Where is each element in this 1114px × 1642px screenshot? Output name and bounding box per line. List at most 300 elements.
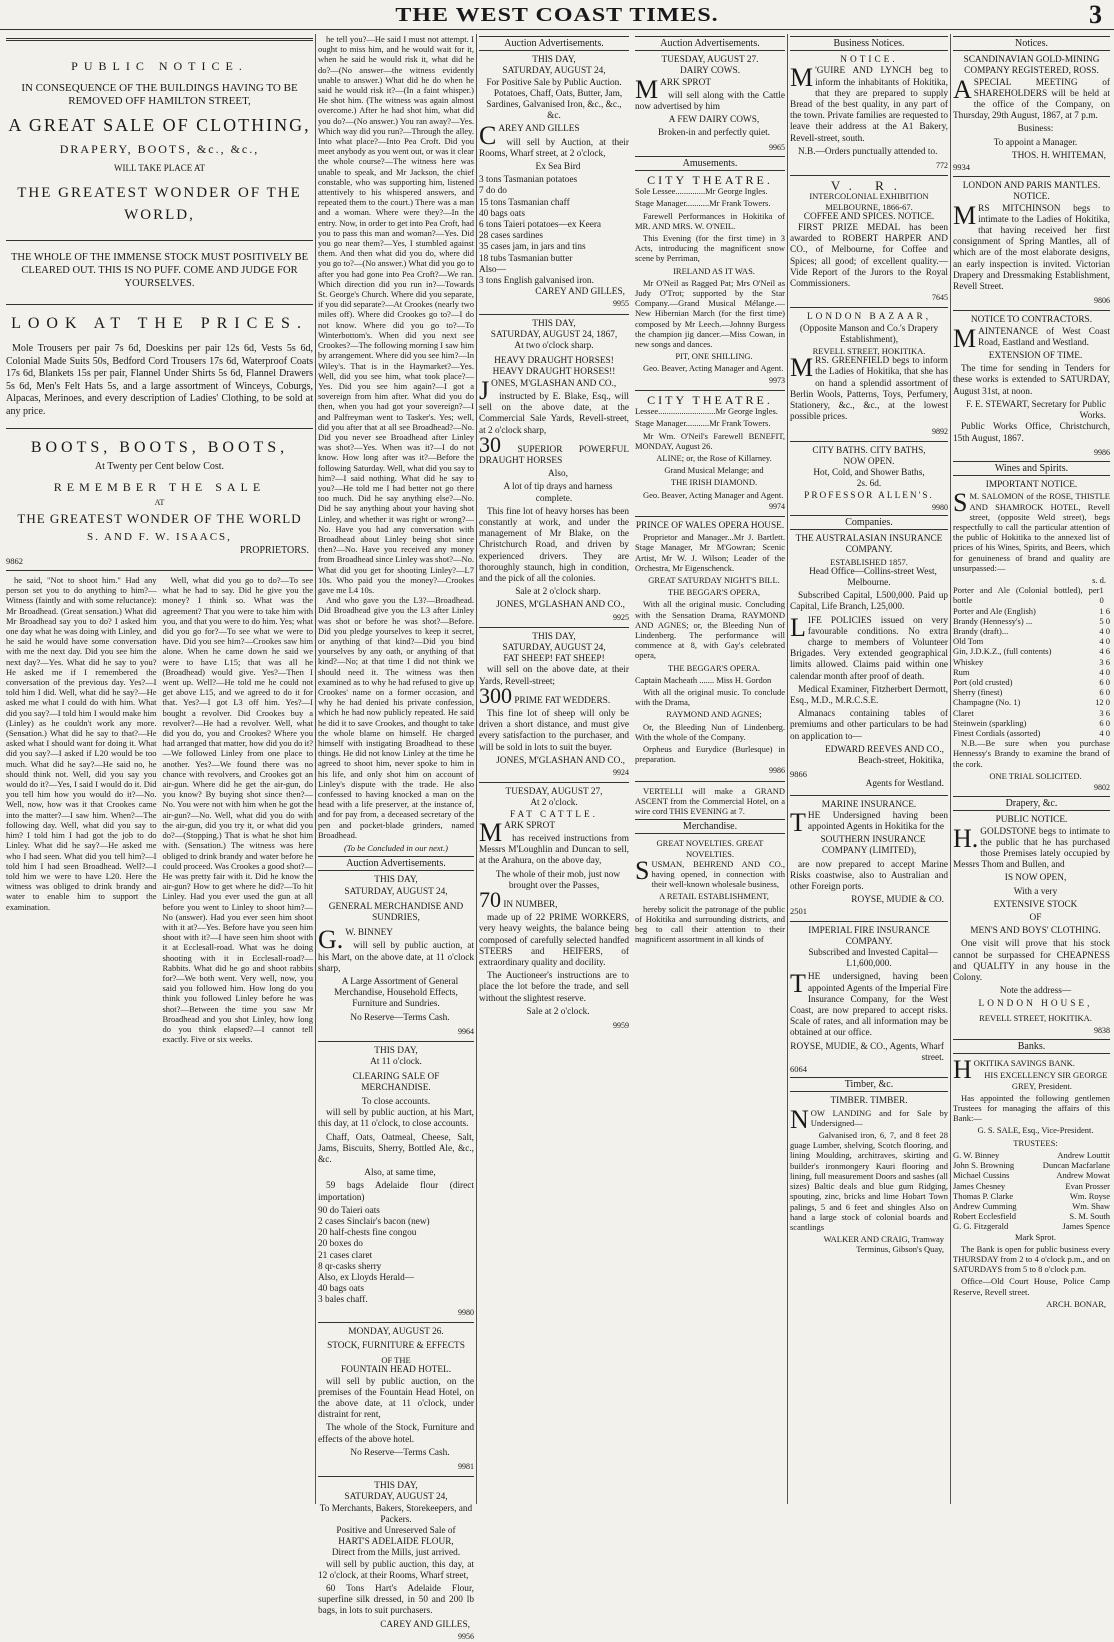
ad-body: will sell on the above date, at their Yards, Revell-street; xyxy=(479,665,629,687)
trustee-row xyxy=(953,1211,1110,1221)
ad-number: 9866 xyxy=(790,769,807,780)
divider xyxy=(953,310,1110,311)
drapery-heading: DRAPERY, BOOTS, &c., &c., xyxy=(59,142,260,156)
ad-body: VERTELLI will make a GRAND ASCENT from the Commercial Hotel, on a wire cord THIS EVENING at 7. xyxy=(635,785,785,816)
ad-body: A lot of tip drays and harness complete. xyxy=(503,482,613,504)
of-the: OF THE xyxy=(381,1355,411,1366)
column-rule xyxy=(950,34,951,1504)
price-item: Sherry (finest) xyxy=(953,687,1003,698)
bazaar-opposite: (Opposite Manson and Co.'s Drapery Establishment), xyxy=(799,323,939,345)
trustee-row xyxy=(953,1201,1110,1211)
price-unit: s. d. xyxy=(1092,574,1106,585)
section-header-wines: Wines and Spirits. xyxy=(953,461,1110,476)
divider xyxy=(790,795,948,796)
ex-ship: Ex Sea Bird xyxy=(535,162,581,173)
trustee-name: John S. Browning xyxy=(953,1160,1015,1171)
ad-body: Public Works Office, Christchurch, 15th August, 1867. xyxy=(953,422,1110,444)
auctioneer-name: ONES, M'GLASHAN AND CO., xyxy=(491,378,617,389)
ad-body: IN NUMBER, xyxy=(503,900,558,911)
column-4 xyxy=(790,34,948,1504)
binney-ad-3 xyxy=(318,1377,474,1473)
price-value: 3 6 xyxy=(1099,707,1110,718)
vertelli-ad xyxy=(635,786,785,817)
stock-furniture: STOCK, FURNITURE & EFFECTS xyxy=(327,1340,465,1351)
to-be-concluded: (To be Concluded in our next.) xyxy=(343,843,449,854)
ad-number: 6064 xyxy=(790,1064,807,1075)
price-row xyxy=(953,646,1110,656)
mantles-heading: LONDON AND PARIS MANTLES. NOTICE. xyxy=(962,181,1101,203)
fat-sheep: FAT SHEEP! FAT SHEEP! xyxy=(503,654,605,665)
ad-signature: CAREY AND GILLES, xyxy=(535,287,625,298)
auctioneer-name: ARK SPROT xyxy=(660,77,712,88)
ad-body: The whole of the Stock, Furniture and effects of the above hotel. xyxy=(318,1423,474,1445)
coffee-heading: COFFEE AND SPICES. NOTICE. xyxy=(803,211,935,222)
divider xyxy=(6,570,313,571)
ad-body: A Large Assortment of General Merchandise, Household Effects, Furniture and Sundries. xyxy=(334,977,459,1010)
divider xyxy=(479,627,629,628)
trustee-name: Michael Cussins xyxy=(953,1170,1010,1181)
price-value: 1 6 xyxy=(1099,605,1110,616)
ad-body: This fine lot of sheep will only be driven a short distance, and must give every satisfaction to the purchaser, and will be sold in lots to suit the buyer. xyxy=(479,708,629,753)
section-header-banks: Banks. xyxy=(953,1039,1110,1054)
fountain-head: FOUNTAIN HEAD HOTEL. xyxy=(340,1365,452,1376)
price-value: 4 0 xyxy=(1099,636,1110,647)
list-item: 3 tons Tasmanian potatoes xyxy=(479,175,578,186)
ad-body: SOUTHERN INSURANCE COMPANY (LIMITED), xyxy=(820,835,926,857)
ad-terms: No Reserve—Terms Cash. xyxy=(350,1012,450,1023)
ad-number: 9986 xyxy=(1094,447,1110,457)
ad-signature: F. E. STEWART, Secretary for Public Works. xyxy=(965,399,1106,422)
ad-body: One visit will prove that his stock cannot be surpassed for CHEAPNESS and QUALITY in any house in the Colony. xyxy=(953,939,1110,984)
list-item: 90 do Taieri oats xyxy=(318,1205,380,1216)
mcguire-ad: M 'GUIRE AND LYNCH beg to inform the inhabitants of Hokitika, that they are prepared to supply Bread of the best quality, in any part of the town. Private families are requested to leave their address at the A1 Bakery, Revell-street, south. N.B.—Orders punctually attended to. 772 xyxy=(790,63,948,171)
list-item: Also— xyxy=(479,264,506,275)
list-item: 2 cases Sinclair's bacon (new) xyxy=(318,1216,430,1227)
trustee-row xyxy=(953,1150,1110,1160)
ad-body: THE BEGGAR'S OPERA, xyxy=(668,587,760,598)
notice-heading: NOTICE. xyxy=(840,55,898,66)
trustee-name: G. G. Fitzgerald xyxy=(953,1221,1009,1232)
date-line: SATURDAY, AUGUST 24, xyxy=(344,1492,448,1503)
ad-body: This fine lot of heavy horses has been constantly at work, and under the management of Mr Blake, on the Christchurch Road, and driven by experienced drivers. They are thoroughly staunch, high in condition, and the pick of all the colonies. xyxy=(479,506,629,584)
column-2 xyxy=(318,34,474,1641)
to-merchants: To Merchants, Bakers, Storekeepers, and Packers. xyxy=(319,1503,473,1525)
price-item: Whiskey xyxy=(953,656,984,667)
price-row xyxy=(953,616,1110,626)
trustee-name: Thomas P. Clarke xyxy=(953,1190,1014,1201)
story-paragraph: he said, "Not to shoot him." Had any person set you to do anything to him?—Witness (faintly and with some reluctance): Mr Broadhead. (Great sensation.) What did Mr Broadhead say you to do? I asked him one day what he was doing with Linley, and he said he would have some conversation with me the next day. Did you see him the next day?—Yes. What did he say to you? He asked me if I remembered the conversation of the previous day. Yes?—I told him I did. Well, what did he say?—He asked me what I could do with him. What did you say?—I told him I would make him (Linley) as he couldn't work any more. (Sensation.) What did he say to that?—He asked what I should want for doing it. What did you say?—I asked if L20 would be too much. What did he say?—He said no, he should think not. Well, did you say you would do it?—Yes, I said I would do it. Did you tell him how you would do it?—No. Well, now, how was it that Crookes came into the matter?—I saw him. When?—The following day. Well, what did you say to him? I told him I had got the job to do Linley. What did he say?—He asked me who I had seen. What did you tell him?—I told him I had seen Broadhead. Well?—I told him we were to have L20. Here the witness was obliged to drink brandy and water to enable him to support the examination. xyxy=(6,575,157,912)
look-at-prices-heading: LOOK AT THE PRICES. xyxy=(11,315,308,333)
established: ESTABLISHED 1857. xyxy=(830,556,908,567)
ad-body: RAYMOND AND AGNES; xyxy=(666,709,762,720)
masthead xyxy=(0,0,1114,30)
ad-body: Also, at same time, xyxy=(364,1168,436,1179)
price-value: 12 0 xyxy=(1095,697,1110,708)
meeting-ad: ASPECIAL MEETING of SHAREHOLDERS will be held at the office of the Company, on Thursday, 29th August, 1867, at 7 p.m. Business: To appoint a Manager. THOS. H. WHITEMAN, 9934 xyxy=(953,74,1110,173)
ad-body: will sell by public auction, on the premises of the Fountain Head Hotel, on the above date, at 11 o'clock, under distraint for rent, xyxy=(318,1376,474,1421)
ad-body: Or, the Bleeding Nun of Lindenberg. With the whole of the Company. xyxy=(635,721,785,742)
list-item: 18 tubs Tasmanian butter xyxy=(479,253,573,264)
clearing-sale: CLEARING SALE OF MERCHANDISE. xyxy=(352,1071,440,1093)
general-merchandise: GENERAL MERCHANDISE AND SUNDRIES, xyxy=(328,901,464,924)
trustee-name: S. M. South xyxy=(1069,1211,1110,1222)
marine-heading: MARINE INSURANCE. xyxy=(821,799,917,810)
ad-signature: CAREY AND GILLES, xyxy=(380,1619,470,1630)
ad-body: will sell by Auction, at their Rooms, Wharf street, at 2 o'clock, xyxy=(479,137,629,159)
ad-body: FIRST PRIZE MEDAL has been awarded to ROBERT HARPER AND CO., of Melbourne, for Coffee and Spices; all good; of excellent quality.—Vide Report of the Jurors to the Royal Commissioners. xyxy=(790,223,948,290)
ad-signature: ROYSE, MUDIE & CO. xyxy=(851,895,944,906)
time-line: At 11 o'clock. xyxy=(370,1057,422,1068)
price-item: Brandy (draft)... xyxy=(953,625,1009,636)
auctioneer-name: AREY AND GILLES xyxy=(498,124,580,135)
date-line: TUESDAY, AUGUST 27, xyxy=(505,787,603,798)
bazaar-street: REVELL STREET, HOKITIKA. xyxy=(812,346,926,357)
item-list xyxy=(479,175,629,287)
jones-ad: JONES, M'GLASHAN AND CO., instructed by E. Blake, Esq., will sell on the above date, at the Commercial Sale Yards, Revell-street, at 2 o'clock sharp, 30 SUPERIOR POWERFUL DRAUGHT HORSES Also, A lot of tip drays and harness complete. This fine lot of heavy horses has been constantly at work, and under the management of Mr Blake, on the Christchurch Road, and driven by experienced drivers. They are thoroughly staunch, high in condition, and the pick of all the colonies. Sale at 2 o'clock sharp. JONES, M'GLASHAN AND CO., 9925 xyxy=(479,375,630,622)
price-value: 6 0 xyxy=(1099,676,1110,687)
this-day: THIS DAY, xyxy=(374,1046,418,1057)
ad-number: 2501 xyxy=(790,906,807,917)
price-row xyxy=(953,585,1110,605)
list-item: 40 bags oats xyxy=(318,1284,364,1295)
ad-number: 9934 xyxy=(953,162,970,173)
ad-body: IFE POLICIES issued on very favourable conditions. No extra charge to members of Volunteer Brigades. Very extended geographical limits allowed. Claims paid within one calendar month after proof of death. xyxy=(790,615,948,682)
prince-of-wales: PRINCE OF WALES OPERA HOUSE. xyxy=(635,520,785,531)
ad-body: OW LANDING and for Sale by Undersigned— xyxy=(810,1107,948,1128)
trustee-name: James Spence xyxy=(1062,1221,1110,1232)
ad-signature: JONES, M'GLASHAN AND CO., xyxy=(496,755,625,766)
list-item: 20 boxes do xyxy=(318,1239,363,1250)
date-line: SATURDAY, AUGUST 24, 1867, xyxy=(490,329,618,340)
ad-body: PRIME FAT WEDDERS. xyxy=(514,695,611,706)
trustee-row xyxy=(953,1160,1110,1170)
price-value: 4 6 xyxy=(1099,646,1110,657)
theatre-ad xyxy=(635,186,785,386)
scandinavian: SCANDINAVIAN GOLD-MINING COMPANY REGISTERED, ROSS. xyxy=(963,55,1100,77)
ad-body: With all the original music. To conclude with the Drama, xyxy=(635,686,785,708)
list-item: 15 tons Tasmanian chaff xyxy=(479,197,570,208)
ad-body: Proprietor and Manager...Mr J. Bartlett. Stage Manager, Mr M'Gowran; Scenic Artist, Mr W. J. Wilson; Leader of the Orchestra, Mr Eigenschenck. xyxy=(635,532,785,573)
ad-number: 9802 xyxy=(1094,783,1110,792)
ad-number: 9956 xyxy=(458,1631,474,1641)
story-paragraph: Well, what did you go to do?—To see what he had to say. Did he give you the money? I think so. What was the agreement? That you were to take him with you, and that you were to do him. Yes; what did you go for?—To see what we were to have. Did you see him?—Crookes saw him alone. When he came down he said we were to have L15; that was all he (Broadhead) would give. Yes?—Then I went up. Well?—He told me he could not get above L15, and we agreed to do it for that. Yes?—I got L3 off him. Yes?—I bought a revolver. Did Crookes buy a revolver?—He had a revolver. Well, what did you do, you and Crookes? Where you had arranged that matter, how did you do it?—We followed Linley from one place to another. Yes?—We found there was no chance with revolvers, and Crookes got an air-gun. Where did he get the air-gun, do you know? By buying shot since then?—No. You were not with him when he got the air-gun?—No. Well, what did you do with the air-gun, did you try it, or what did you do?—(Stopping.) That is what he shot him with. (Sensation.) The witness was here obliged to drink brandy and water before he could proceed. Was Crookes a good shot?—He was pretty fair with it. Did he know the air-gun? How to get where he did?—To hit Linley. Had you ever used the gun at all before you went to Linley to shoot him?—No (answer). Had you ever seen him shoot with it at?—Yes. Before have you seen him shoot with it?—I have seen him shoot with it at Ecclesall-road. What was he doing shooting with it in Ecclesall-road?—Rabbits. What did he go and shoot rabbits for?—We both went. Very well, now, you said you followed him. How long do you think you followed Linley before he was shot?—Between the time you saw Mr Broadhead and you shot Linley, how long do you think elapsed?—I cannot tell exactly. Five or six weeks. xyxy=(162,575,313,1045)
price-item: Champagne (No. 1) xyxy=(953,697,1021,708)
price-item: Finest Cordials (assorted) xyxy=(953,727,1041,738)
wine-price-list xyxy=(953,585,1110,738)
ad-body: Has appointed the following gentlemen Trustees for managing the affairs of this Bank:— xyxy=(953,1092,1110,1124)
ad-body: Head Office—Collins-street West, Melbourne. xyxy=(809,566,937,588)
list-item: 8 qr-casks sherry xyxy=(318,1261,382,1272)
harts-flour: HART'S ADELAIDE FLOUR, xyxy=(338,1537,454,1548)
ad-body: made up of 22 PRIME WORKERS, very heavy weights, the balance being composed of carefully selected handfed STEERS and HEIFERS, of extraordinary quality and docility. xyxy=(479,913,629,969)
price-row xyxy=(953,708,1110,718)
sprot-dairy-ad: MARK SPROT will sell along with the Cattle now advertised by him A FEW DAIRY COWS, Broken-in and perfectly quiet. 9965 xyxy=(635,74,785,152)
list-item: 7 do do xyxy=(479,186,507,197)
price-value: 5 0 xyxy=(1099,615,1110,626)
divider xyxy=(479,782,629,783)
ad-number: 9986 xyxy=(769,766,785,776)
boots-heading: BOOTS, BOOTS, BOOTS, xyxy=(30,439,289,457)
direct-mills: Direct from the Mills, just arrived. xyxy=(331,1548,461,1559)
ad-body: GREAT SATURDAY NIGHT'S BILL. xyxy=(648,574,780,585)
ad-signature: ROYSE, MUDIE, & CO., Agents, Wharf street. xyxy=(790,1041,944,1063)
ad-body: This Evening (for the first time) in 3 Acts, introducing the magnificent snow scene by Perriman, xyxy=(635,233,785,264)
whole-stock-notice: THE WHOLE OF THE IMMENSE STOCK MUST POSITIVELY BE CLEARED OUT. THIS IS NO PUFF. COME AND JUDGE FOR YOURSELVES. xyxy=(10,252,309,290)
ad-body: RS MITCHINSON begs to intimate to the Ladies of Hokitika, that having received her first consignment of Spring Mantles, all of which are of the most elaborate designs, an early inspection is invited. Victorian Drapery and Dressmaking Establishment, Revell Street. xyxy=(953,203,1110,293)
list-item: 21 cases claret xyxy=(318,1250,373,1261)
proprietors-label: PROPRIETORS. xyxy=(239,544,309,556)
price-value: 4 0 xyxy=(1099,727,1110,738)
ad-signature: THOS. H. WHITEMAN, xyxy=(1011,150,1106,161)
ad-body: USMAN, BEHREND AND CO., having opened, in connection with their well-known wholesale business, xyxy=(651,858,785,890)
ad-body: IS NOW OPEN, xyxy=(1004,873,1067,884)
ad-number: 9965 xyxy=(769,142,785,152)
auctioneer-name: W. BINNEY xyxy=(345,928,393,939)
this-day: THIS DAY, xyxy=(532,631,576,642)
city-theatre: CITY THEATRE. xyxy=(647,173,773,188)
public-notice-heading: PUBLIC NOTICE. xyxy=(995,815,1068,826)
ad-body: will sell by public auction, at his Mart, this day, at 11 o'clock, to close accounts. xyxy=(318,1108,474,1130)
trustee-name: Andrew Louttit xyxy=(1057,1149,1110,1160)
bath-price: 2s. 6d. xyxy=(856,479,882,490)
ad-signature: JONES, M'GLASHAN AND CO., xyxy=(496,600,625,611)
greenfield-ad: MRS. GREENFIELD begs to inform the Ladies of Hokitika, that she has on hand a splendid assortment of Berlin Wools, Patterns, Toys, Perfumery, Stationery, &c., &c., at the lowest possible prices. 9892 xyxy=(790,353,948,436)
insurance-ad: Head Office—Collins-street West, Melbourne. Subscribed Capital, L500,000. Paid up Capital, Life Branch, L25,000. LIFE POLICIES issued on very favourable conditions. No extra charge to members of Volunteer Brigades. Very extended geographical limits allowed. Claims paid within one calendar month after proof of death. Medical Examiner, Fitzherbert Dermott, Esq., M.D., M.R.C.S.E. Almanacs containing tables of premiums and other particulars to be had on application to— EDWARD REEVES AND CO., Beach-street, Hokitika, 9866 Agents for Westland. xyxy=(790,566,948,790)
ad-body: IRELAND AS IT WAS. xyxy=(673,265,755,276)
timber-heading: TIMBER. TIMBER. xyxy=(830,1096,908,1107)
ad-body: Business: xyxy=(1017,124,1054,135)
this-day: THIS DAY, xyxy=(374,875,418,886)
price-item: Port (old crusted) xyxy=(953,676,1013,687)
timber-ad: NOW LANDING and for Sale by Undersigned— Galvanised iron, 6, 7, and 8 feet 28 guage Lumber, shelving, Scotch flooring, and lining Moulding, architraves, skirting and builder's ironmongery Kauri flooring and lining, full measurement Doors and sashes (all sizes) Baltic deals and blue gum Ridging, spouting, zinc, bricks and lime Hobart Town palings, 5 and 6 feet and shingles Also on hand a large stock of colonial boards and scantlings WALKER AND CRAIG, Tramway Terminus, Gibson's Quay, xyxy=(790,1104,948,1255)
heavy-horses-2: HEAVY DRAUGHT HORSES!! xyxy=(492,367,616,378)
auctioneer-name: ARK SPROT xyxy=(504,820,556,831)
greatest-wonder-heading: THE GREATEST WONDER OF THE WORLD, xyxy=(17,185,302,224)
divider xyxy=(6,240,313,241)
ad-body: THE IRISH DIAMOND. xyxy=(670,477,758,488)
ad-body: Stage Manager...........Mr Frank Towers. xyxy=(635,198,771,209)
binney-ad-1: G. W. BINNEY will sell by public auction, at his Mart, on the above date, at 11 o'clock sharp, A Large Assortment of General Merchandise, Household Effects, Furniture and Sundries. No Reserve—Terms Cash. 9964 xyxy=(318,925,474,1036)
ad-body: LONDON HOUSE, xyxy=(978,999,1093,1010)
ad-body: The Auctioneer's instructions are to place the lot before the trade, and sell without the slightest reserve. xyxy=(479,971,629,1004)
section-header-merchandise: Merchandise. xyxy=(635,819,785,834)
ad-body: ALINE; or, the Rose of Killarney. xyxy=(656,452,772,463)
column-1 xyxy=(6,34,313,1504)
imperial-heading: IMPERIAL FIRE INSURANCE COMPANY. xyxy=(808,925,930,947)
ad-body: Orpheus and Eurydice (Burlesque) in preparation. xyxy=(635,743,785,765)
trustee-row xyxy=(953,1191,1110,1201)
ad-number: 772 xyxy=(936,161,948,171)
divider xyxy=(790,441,948,442)
divider xyxy=(479,314,629,315)
ad-body: Note the address— xyxy=(999,986,1072,997)
section-header-auction: Auction Advertisements. xyxy=(318,856,474,871)
salomon-ad: S M. SALOMON of the ROSE, THISTLE AND SHAMROCK HOTEL, Revell street, (opposite Weld street), begs respectfully to call the particular attention of the public of Hokitika to the annexed list of prices of his Wines, Spirits, and Beers, which for genuineness of brand and quality are unsurpassed:— s. d. Porter and Ale (Colonial bottled), per bottle 1 0 Porter and Ale (English) 1 6 Brandy (Hennessy's) ... 5 0 Brandy (draft)... 4 0 Old Tom 4 0 Gin, J.D.K.Z., (full contents) 4 6 Whiskey 3 6 Rum 4 0 Port (old crusted) 6 0 Sherry (finest) 6 0 Champagne (No. 1) 12 0 Claret 3 6 Steinwein (sparkling) 6 0 Finest Cordials (assorted) 4 0 N.B.—Be sure when you purchase Hennessy's Brandy to examine the brand of the cork. ONE TRIAL SOLICITED. 9802 xyxy=(953,488,1110,792)
ad-body: 'GUIRE AND LYNCH beg to inform the inhabitants of Hokitika, that they are prepared to supply Bread of the best quality, in any part of the town. Private families are requested to leave their address at the A1 Bakery, Revell-street, south. xyxy=(790,66,948,144)
theatre-ad-2 xyxy=(635,406,785,512)
ad-number: 9959 xyxy=(613,1021,629,1031)
ad-number: 9980 xyxy=(458,1307,474,1317)
ad-body: Also, xyxy=(548,469,568,480)
list-item: 28 cases sardines xyxy=(479,231,544,242)
ad-number: 9806 xyxy=(1094,296,1110,306)
divider xyxy=(318,1322,474,1323)
ad-body: Mr Wm. O'Neil's Farewell BENEFIT, MONDAY, August 26. xyxy=(635,430,785,451)
fat-cattle: FAT CATTLE. xyxy=(510,809,598,820)
ad-body: Potatoes, Chaff, Oats, Butter, Jam, Sardines, Galvanised Iron, &c., &c., &c. xyxy=(486,88,623,122)
ad-number: 9924 xyxy=(613,767,629,777)
ad-body: The whole of their mob, just now brought over the Passes, xyxy=(495,869,621,891)
trial-report xyxy=(6,575,313,1044)
ad-signature: WALKER AND CRAIG, Tramway Terminus, Gibson's Quay, xyxy=(823,1234,944,1255)
professor: PROFESSOR ALLEN'S. xyxy=(804,490,934,501)
contractors-heading: NOTICE TO CONTRACTORS. xyxy=(970,315,1093,326)
savings-bank-ad: HOKITIKA SAVINGS BANK. HIS EXCELLENCY SIR GEORGE GREY, President. Has appointed the following gentlemen Trustees for managing the affairs of this Bank:— G. S. SALE, Esq., Vice-President. TRUSTEES: G. W. Binney Andrew Louttit John S. Browning Duncan Macfarlane Michael Cussins Andrew Mowat James Chesney Evan Prosser Thomas P. Clarke Wm. Royse Andrew Cumming Wm. Shaw Robert Ecclesfield S. M. South G. G. Fitzgerald James Spence Mark Sprot. The Bank is open for public business every THURSDAY from 2 to 4 o'clock p.m., and on SATURDAYS from 5 to 8 o'clock p.m. Office—Old Court House, Police Camp Reserve, Revell street. ARCH. BONAR, xyxy=(953,1055,1110,1309)
price-item: Porter and Ale (English) xyxy=(953,605,1036,616)
ad-body: instructed by E. Blake, Esq., will sell on the above date, at the Commercial Sale Yards, Revell-street, at 2 o'clock sharp, xyxy=(479,391,629,436)
ad-body: SPECIAL MEETING of SHAREHOLDERS will be held at the office of the Company, on Thursday, 29th August, 1867, at 7 p.m. xyxy=(953,77,1110,122)
ad-number: 9925 xyxy=(613,612,629,622)
australasian: THE AUSTRALASIAN INSURANCE COMPANY. xyxy=(795,534,943,556)
divider xyxy=(790,175,948,176)
column-rule xyxy=(476,34,477,1504)
list-item: Also, ex Lloyds Herald— xyxy=(318,1272,415,1283)
trustee-name: Wm. Royse xyxy=(1069,1190,1110,1201)
section-header-drapery: Drapery, &c. xyxy=(953,796,1110,811)
divider xyxy=(318,1041,474,1042)
price-row xyxy=(953,657,1110,667)
divider xyxy=(790,307,948,308)
ad-body: RS. GREENFIELD begs to inform the Ladies of Hokitika, that she has on hand a splendid assortment of Berlin Wools, Patterns, Toys, Perfumery, Stationery, &c., &c., at the lowest possible prices. xyxy=(790,356,948,423)
ad-body: Subscribed Capital, L500,000. Paid up Capital, Life Branch, L25,000. xyxy=(790,591,948,613)
susman-ad: SUSMAN, BEHREND AND CO., having opened, in connection with their well-known wholesale business, A RETAIL ESTABLISHMENT, hereby solicit the patronage of the public of Hokitika and surrounding districts, and beg to call their attention to their magnificent assortment in all kinds of xyxy=(635,855,785,945)
ad-body: With all the original music. Concluding with the Sensation Drama, RAYMOND AND AGNES; or, the Bleeding Nun of Lindenberg. The performance will commence at 8, with Gay's celebrated opera, xyxy=(635,599,785,661)
divider xyxy=(6,428,313,429)
ad-body: Chaff, Oats, Oatmeal, Cheese, Salt, Jams, Biscuits, Sherry, Bottled Ale, &c., &c. xyxy=(318,1132,474,1165)
section-header-timber: Timber, &c. xyxy=(790,1077,948,1092)
page-number: 3 xyxy=(1089,0,1102,29)
marine-ad: THE Undersigned having been appointed Agents in Hokitika for the SOUTHERN INSURANCE COMPANY (LIMITED), are now prepared to accept Marine Risks coastwise, also to Australian and other Foreign ports. ROYSE, MUDIE & CO. 2501 xyxy=(790,807,948,917)
price-value: 6 0 xyxy=(1099,717,1110,728)
ad-body: will sell by public auction, at his Mart, on the above date, at 11 o'clock sharp, xyxy=(318,941,474,974)
ad-body: With a very xyxy=(1013,886,1058,897)
ad-body: are now prepared to accept Marine Risks coastwise, also to Australian and other Foreign ports. xyxy=(790,859,948,893)
list-item: 20 half-chests fine congou xyxy=(318,1228,417,1239)
jones-sheep-ad xyxy=(479,665,629,778)
column-5 xyxy=(953,34,1110,1504)
list-item: 40 bags oats xyxy=(479,208,525,219)
price-row xyxy=(953,626,1110,636)
date-line: SATURDAY, AUGUST 24, xyxy=(502,66,606,77)
heavy-horses: HEAVY DRAUGHT HORSES! xyxy=(494,356,614,367)
divider xyxy=(6,304,313,305)
count-number: 30 xyxy=(479,431,501,457)
positive-sale: Positive and Unreserved Sale of xyxy=(336,1526,456,1537)
section-header-business: Business Notices. xyxy=(790,36,948,51)
sprot-cattle-ad: MARK SPROT has received instructions from Messrs M'Loughlin and Duncan to sell, at the Arahura, on the above day, The whole of their mob, just now brought over the Passes, 70 IN NUMBER, made up of 22 PRIME WORKERS, very heavy weights, the balance being composed of carefully selected handfed STEERS and HEIFERS, of extraordinary quality and docility. The Auctioneer's instructions are to place the lot before the trade, and sell without the slightest reserve. Sale at 2 o'clock. 9959 xyxy=(479,817,629,1031)
ad-body: PIT, ONE SHILLING. xyxy=(675,351,753,362)
ad-body: HE undersigned, having been appointed Agents of the Imperial Fire Insurance Company, for the West Coast, are now prepared to accept risks. Scale of rates, and all information may be obtained at our office. xyxy=(790,972,948,1039)
price-item: Brandy (Hennessy's) ... xyxy=(953,615,1033,626)
ad-body: Broken-in and perfectly quiet. xyxy=(657,128,771,139)
ad-body: will sell along with the Cattle now advertised by him xyxy=(635,90,785,113)
ad-body: Sale at 2 o'clock. xyxy=(526,1006,590,1017)
mitchinson-ad: MRS MITCHINSON begs to intimate to the Ladies of Hokitika, that having received her first consignment of Spring Mantles, all of which are of the most elaborate designs, an early inspection is invited. Victorian Drapery and Dressmaking Establishment, Revell Street. 9806 xyxy=(953,200,1110,306)
item-list xyxy=(318,1206,474,1307)
trustee-name: G. W. Binney xyxy=(953,1149,1000,1160)
harper-ad xyxy=(790,223,948,303)
trustee-name: Duncan Macfarlane xyxy=(1042,1160,1110,1171)
date-line: MONDAY, AUGUST 26. xyxy=(348,1326,444,1337)
ad-body: A RETAIL ESTABLISHMENT, xyxy=(659,891,769,902)
ad-body: TRUSTEES: xyxy=(1013,1137,1058,1148)
price-value: 4 0 xyxy=(1099,666,1110,677)
ad-body: M. SALOMON of the ROSE, THISTLE AND SHAMROCK HOTEL, Revell street, (opposite Weld street), begs respectfully to call the particular attention of the public of Hokitika to the annexed list of prices of his Wines, Spirits, and Beers, which for genuineness of brand and quality are unsurpassed:— xyxy=(953,491,1110,573)
ad-body: Sole Lessee..............Mr George Ingles. xyxy=(635,186,768,197)
price-row xyxy=(953,697,1110,707)
ad-number: 9974 xyxy=(769,501,785,511)
ad-body: will sell by public auction, this day, at 12 o'clock, at their Rooms, Wharf street, xyxy=(318,1559,474,1581)
ad-body: AINTENANCE of West Coast Road, Eastland and Westland. xyxy=(978,326,1110,348)
great-sale-heading: A GREAT SALE OF CLOTHING, xyxy=(8,115,311,135)
will-take-place: WILL TAKE PLACE AT xyxy=(113,163,206,173)
ad-body: OF xyxy=(1029,913,1042,924)
trustee-name: James Chesney xyxy=(953,1180,1006,1191)
ad-body: ONE TRIAL SOLICITED. xyxy=(989,770,1082,781)
ad-signature: Agents for Westland. xyxy=(865,779,944,790)
ad-body: EXTENSIVE STOCK xyxy=(993,899,1078,910)
section-header-auction: Auction Advertisements. xyxy=(479,36,629,51)
important-notice: IMPORTANT NOTICE. xyxy=(985,480,1078,491)
ad-body: N.B.—Be sure when you purchase Hennessy's Brandy to examine the brand of the cork. xyxy=(953,738,1110,769)
ad-body: 60 Tons Hart's Adelaide Flour, superfine silk dressed, in 50 and 200 lb bags, in lots to suit purchasers. xyxy=(318,1584,474,1617)
twenty-percent: At Twenty per Cent below Cost. xyxy=(94,461,225,473)
opera-ad xyxy=(635,532,785,776)
count-number: 300 xyxy=(479,682,512,708)
ad-body: N.B.—Orders punctually attended to. xyxy=(798,146,938,157)
ad-body: HE Undersigned having been appointed Agents in Hokitika for the xyxy=(807,810,948,832)
ad-number: 9892 xyxy=(932,426,948,436)
ad-body: THE BEGGAR'S OPERA. xyxy=(668,662,760,673)
ad-number: 7645 xyxy=(932,293,948,303)
trustee-row xyxy=(953,1170,1110,1180)
price-row xyxy=(953,687,1110,697)
royal-crest: V. R. xyxy=(830,178,908,194)
price-row xyxy=(953,718,1110,728)
column-3-right xyxy=(635,34,785,1034)
date-line: SATURDAY, AUGUST 24, xyxy=(344,886,448,897)
price-list: Mole Trousers per pair 7s 6d, Doeskins per pair 12s 6d, Vests 5s 6d, Colonial Made Suits 50s, Bedford Cord Trousers 17s 6d, Waterproof Coats 17s 6d, Blankets 15s per pair, Flannel Under Shirts 5s 6d, Flannel Drawers 5s 6d, Men's Felt Hats 5s, and a large assortment of Winceys, Coburgs, Alpacas, Merinoes, and every description of Ladies' Clothing, to be sold at any price. xyxy=(6,343,313,417)
ad-body: G. S. SALE, Esq., Vice-President. xyxy=(977,1125,1094,1136)
remember-sale: REMEMBER THE SALE xyxy=(53,480,266,495)
ad-signature: EDWARD REEVES AND CO., Beach-street, Hokitika, xyxy=(824,744,944,766)
city-theatre: CITY THEATRE. xyxy=(647,392,773,407)
ad-body: Lessee...........................Mr George Ingles. xyxy=(635,406,778,417)
ad-body: To appoint a Manager. xyxy=(993,137,1078,148)
list-item: 3 tons English galvanised iron. xyxy=(479,276,594,287)
ad-body: Farewell Performances in Hokitika of MR. AND MRS. W. O'NEIL. xyxy=(635,210,785,231)
trustee-name: Andrew Cumming xyxy=(953,1200,1017,1211)
trustee-name: Wm. Shaw xyxy=(1072,1200,1110,1211)
price-value: 1 0 xyxy=(1099,585,1104,606)
ad-body: Captain Macheath ....... Miss H. Gordon xyxy=(635,674,772,685)
this-day: THIS DAY, xyxy=(532,55,576,66)
divider xyxy=(790,921,948,922)
ad-body: GOLDSTONE begs to intimate to the public that he has purchased those Premises lately occupied by Messrs Thom and Bullen, and xyxy=(953,826,1110,871)
ad-body: The Bank is open for public business every THURSDAY from 2 to 4 o'clock p.m., and on SATURDAYS from 5 to 8 o'clock p.m. xyxy=(953,1243,1110,1275)
ad-body: Mark Sprot. xyxy=(1014,1231,1057,1242)
contractors-ad: MAINTENANCE of West Coast Road, Eastland and Westland. EXTENSION OF TIME. The time for sending in Tenders for these works is extended to SATURDAY, August 31st, at noon. F. E. STEWART, Secretary for Public Works. Public Works Office, Christchurch, 15th August, 1867. 9986 xyxy=(953,323,1110,457)
